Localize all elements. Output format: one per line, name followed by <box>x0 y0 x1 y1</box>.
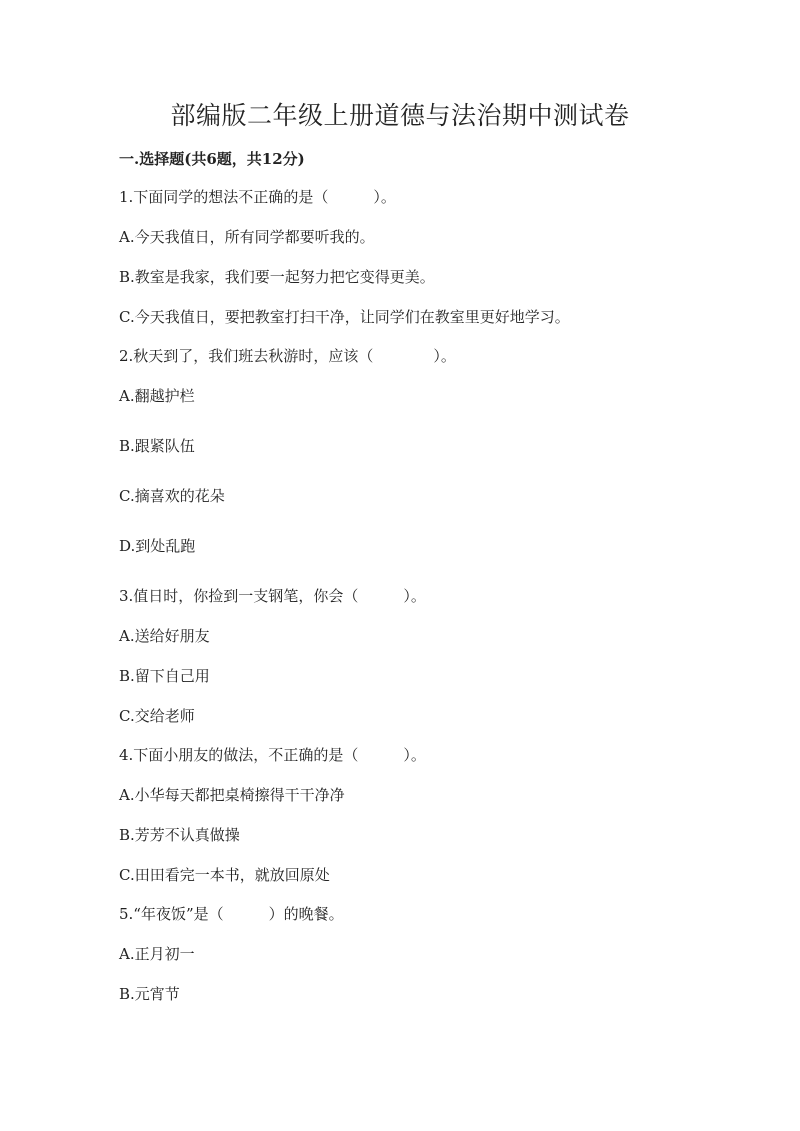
question-2-option-b: B.跟紧队伍 <box>119 437 195 455</box>
question-3-option-a: A.送给好朋友 <box>119 627 210 645</box>
question-3-stem: 3.值日时，你捡到一支钢笔，你会（ ）。 <box>119 587 426 605</box>
question-4-option-a: A.小华每天都把桌椅擦得干干净净 <box>119 786 345 804</box>
question-4-stem: 4.下面小朋友的做法，不正确的是（ ）。 <box>119 746 426 764</box>
question-2-option-a: A.翻越护栏 <box>119 387 195 405</box>
question-3-option-c: C.交给老师 <box>119 707 195 725</box>
question-2-option-d: D.到处乱跑 <box>119 537 196 555</box>
question-4-option-c: C.田田看完一本书，就放回原处 <box>119 866 330 884</box>
question-5-stem: 5.“年夜饭”是（ ）的晚餐。 <box>119 905 344 923</box>
question-1-stem: 1.下面同学的想法不正确的是（ ）。 <box>119 188 396 206</box>
question-4-option-b: B.芳芳不认真做操 <box>119 826 240 844</box>
question-2-option-c: C.摘喜欢的花朵 <box>119 487 225 505</box>
section-heading: 一.选择题(共6题，共12分) <box>119 150 305 168</box>
question-5-option-b: B.元宵节 <box>119 985 180 1003</box>
question-1-option-a: A.今天我值日，所有同学都要听我的。 <box>119 228 375 246</box>
exam-title: 部编版二年级上册道德与法治期中测试卷 <box>170 101 630 130</box>
question-1-option-c: C.今天我值日，要把教室打扫干净，让同学们在教室里更好地学习。 <box>119 308 570 326</box>
question-2-stem: 2.秋天到了，我们班去秋游时，应该（ ）。 <box>119 347 456 365</box>
question-5-option-a: A.正月初一 <box>119 945 195 963</box>
question-1-option-b: B.教室是我家，我们要一起努力把它变得更美。 <box>119 268 435 286</box>
question-3-option-b: B.留下自己用 <box>119 667 210 685</box>
